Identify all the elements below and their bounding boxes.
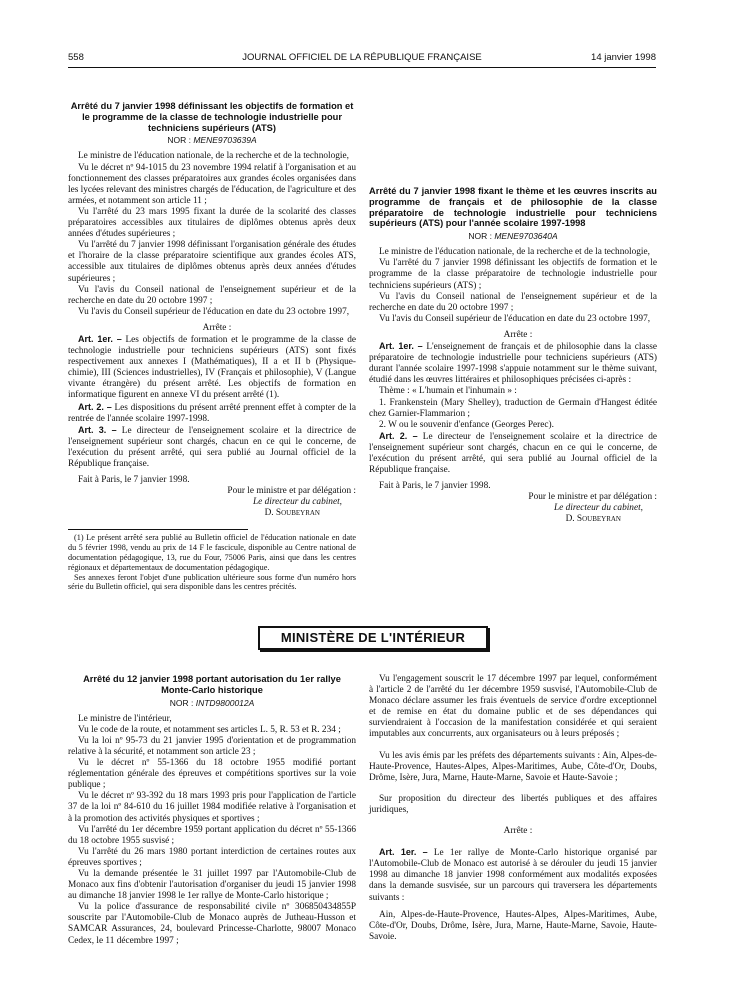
decree1-article-2: Art. 2. – Les dispositions du présent arrêté prennent effet à compter de la rentrée de l'année scolaire 1997-1998. [68,401,356,424]
decree3-continued-block [369,674,657,943]
decree1-signature-name: D. Soubeyran [264,508,320,519]
decree1-para: Vu l'avis du Conseil supérieur de l'éducation en date du 23 octobre 1997, [78,306,350,317]
decree1-block [68,101,356,592]
decree1-nor-id: MENE9703639A [193,135,257,146]
decree3-para: Vu la police d'assurance de responsabilité civile nº 306850434855P souscrite par l'Automobile-Club de Monaco auprès de Jutheau-Husson et SAMCAR Assurances, 24, boulevard Princesse-Charlotte, 98007 Monaco Cedex, le 11 décembre 1997 ; [68,902,356,946]
decree3-para: Vu le décret nº 93-392 du 18 mars 1993 pris pour l'application de l'article 37 de la loi nº 84-610 du 16 juillet 1984 modifiée relative à l'organisation et à la promotion des activités physiques et sportives ; [68,791,356,824]
decree2-signature-role: Le directeur du cabinet, [554,503,643,514]
decree3-para: Vu l'arrêté du 1er décembre 1959 portant application du décret nº 55-1366 du 18 octobre 1955 susvisé ; [68,824,356,846]
decree2-work-2: 2. W ou le souvenir d'enfance (Georges Perec). [379,419,554,430]
decree1-para: Vu l'avis du Conseil national de l'enseignement supérieur et de la recherche en date du 20 octobre 1997 ; [68,284,356,306]
decree3-para: Le ministre de l'intérieur, [78,713,172,724]
decree1-nor: NOR : MENE9703639A [167,135,257,146]
decree1-arrete: Arrête : [202,322,232,333]
decree2-article-2: Art. 2. – Le directeur de l'enseignement scolaire et la directrice de l'enseignement supérieur sont chargés, chacun en ce qui le concerne, de l'exécution du présent arrêté, qui sera publié au Journal officiel de la République française. [369,430,658,476]
decree2-block [369,186,657,526]
decree3-departments: Ain, Alpes-de-Haute-Provence, Hautes-Alpes, Alpes-Maritimes, Aube, Côte-d'Or, Doubs, Drôme, Isère, Jura, Marne, Haute-Marne, Savoie, Haute-Savoie. [369,909,657,942]
page-number: 558 [68,52,84,63]
decree3-para: Vu les avis émis par les préfets des départements suivants : Ain, Alpes-de-Haute-Provence, Hautes-Alpes, Alpes-Maritimes, Aube, Côte-d'Or, Doubs, Drôme, Isère, Jura, Marne, Haute-Marne, Savoie et Haute-Savoie ; [369,750,657,783]
decree2-work-1: 1. Frankenstein (Mary Shelley), traduction de Germain d'Hangest éditée chez Garnier-Flammarion ; [369,397,657,419]
decree1-title: Arrêté du 7 janvier 1998 définissant les objectifs de formation et le programme de la classe de technologie industrielle pour techniciens supérieurs (ATS) [70,101,354,133]
issue-date: 14 janvier 1998 [591,52,656,63]
decree1-signature-role: Le directeur du cabinet, [253,497,342,508]
decree3-arrete: Arrête : [503,826,533,837]
decree1-fait: Fait à Paris, le 7 janvier 1998. [78,475,190,486]
decree1-footnote: (1) Le présent arrêté sera publié au Bulletin officiel de l'éducation nationale en date du 5 février 1998, vendu au prix de 14 F le fascicule, disponible au Centre national de documentation pédagogique, 13, rue du Four, 75006 Paris, ainsi que dans les centres régionaux et départementaux de documentation pédagogique. [68,533,356,572]
decree2-signature-name: D. Soubeyran [565,514,621,525]
decree2-para: Vu l'avis du Conseil national de l'enseignement supérieur et de la recherche en date du 20 octobre 1997 ; [369,291,657,313]
header-rule [68,67,656,68]
decree3-para: Vu le code de la route, et notamment ses articles L. 5, R. 53 et R. 234 ; [78,724,341,735]
decree3-nor: NOR : INTD9800012A [169,697,255,708]
journal-title: JOURNAL OFFICIEL DE LA RÉPUBLIQUE FRANÇAISE [242,52,482,63]
decree1-article-3: Art. 3. – Le directeur de l'enseignement scolaire et la directrice de l'enseignement supérieur sont chargés, chacun en ce qui le concerne, de l'exécution du présent arrêté, qui sera publié au Journal officiel de la République française. [68,424,357,470]
decree3-block [68,674,356,947]
footnote-rule [68,529,248,530]
page-header [68,52,656,66]
decree3-para: Vu l'arrêté du 26 mars 1980 portant interdiction de certaines routes aux épreuves sportives ; [68,846,356,868]
decree2-nor: NOR : MENE9703640A [468,231,558,242]
decree3-nor-id: INTD9800012A [195,697,255,708]
decree3-para: Vu le décret nº 55-1366 du 18 octobre 1955 modifié portant réglementation générale des épreuves et compétitions sportives sur la voie publique ; [68,758,356,791]
decree1-signature-line: Pour le ministre et par délégation : [227,486,356,497]
decree1-article-1: Art. 1er. – Les objectifs de formation et le programme de la classe de technologie industrielle pour techniciens supérieurs (ATS) sont fixés respectivement aux annexes I (Mathématiques), II a et II b (Physique-chimie), III (Sciences industrielles), IV (Français et philosophie), V (Langue vivante étrangère) du présent arrêté. Les objectifs de formation en informatique figurent en annexe VI du présent arrêté (1). [68,333,357,401]
decree1-para: Vu le décret nº 94-1015 du 23 novembre 1994 relatif à l'organisation et au fonctionnement des classes préparatoires aux grandes écoles organisées dans les lycées relevant des ministres chargés de l'éducation, de l'agriculture et des armées, et notamment son article 11 ; [68,162,356,206]
decree2-theme: Thème : « L'humain et l'inhumain » : [379,386,517,397]
decree3-para: Vu l'engagement souscrit le 17 décembre 1997 par lequel, conformément à l'article 2 de l'arrêté du 1er décembre 1959 susvisé, l'Automobile-Club de Monaco déclare assumer les frais éventuels de service d'ordre exceptionnel et de remise en état du domaine public et de ses dépendances qui surviendraient à l'occasion de la manifestation considérée et qui seraient imputables aux concurrents, aux organisateurs ou à leurs préposés ; [369,674,657,740]
decree2-title: Arrêté du 7 janvier 1998 fixant le thème et les œuvres inscrits au programme de français et de philosophie de la classe préparatoire de technologie industrielle pour techniciens supérieurs (ATS) pour l'année scolaire 1997-1998 [369,186,657,229]
decree3-para: Vu la demande présentée le 31 juillet 1997 par l'Automobile-Club de Monaco aux fins d'obtenir l'autorisation d'organiser du jeudi 15 janvier 1998 au dimanche 18 janvier 1998 le 1er rallye de Monte-Carlo historique ; [68,869,356,902]
decree2-para: Le ministre de l'éducation nationale, de la recherche et de la technologie, [379,247,650,258]
decree3-title: Arrêté du 12 janvier 1998 portant autorisation du 1er rallye Monte-Carlo historique [83,674,341,695]
decree2-article-1: Art. 1er. – L'enseignement de français et de philosophie dans la classe préparatoire de technologie industrielle pour techniciens supérieurs (ATS) durant l'année scolaire 1997-1998 s'appuie notamment sur le thème suivant, étudié dans les œuvres littéraires et philosophiques précisées ci-après : [369,341,657,386]
decree1-para: Vu l'arrêté du 23 mars 1995 fixant la durée de la scolarité des classes préparatoires accessibles aux titulaires de diplômes obtenus après deux années d'études supérieures ; [68,206,356,240]
decree2-nor-id: MENE9703640A [494,231,558,242]
decree3-article-1: Art. 1er. – Le 1er rallye de Monte-Carlo historique organisé par l'Automobile-Club de Monaco est autorisé à se dérouler du jeudi 15 janvier 1998 au dimanche 18 janvier 1998 conformément aux modalités exposées dans la demande susvisée, sur un parcours qui traversera les départements suivants : [369,847,658,903]
decree3-para: Sur proposition du directeur des libertés publiques et des affaires juridiques, [369,793,657,815]
decree2-arrete: Arrête : [503,329,533,340]
decree1-para: Le ministre de l'éducation nationale, de la recherche et de la technologie, [78,151,349,162]
decree2-para: Vu l'avis du Conseil supérieur de l'éducation en date du 23 octobre 1997, [379,313,651,324]
decree3-para: Vu la loi nº 95-73 du 21 janvier 1995 d'orientation et de programmation relative à la sécurité, et notamment son article 23 ; [68,735,356,757]
decree2-para: Vu l'arrêté du 7 janvier 1998 définissant les objectifs de formation et le programme de la classe préparatoire de technologie industrielle pour techniciens supérieurs (ATS) ; [369,258,657,291]
decree2-fait: Fait à Paris, le 7 janvier 1998. [379,481,491,492]
decree1-footnote-annexes: Ses annexes feront l'objet d'une publication ultérieure sous forme d'un numéro hors série du Bulletin officiel, qui sera disponible dans les centres précités. [68,572,356,592]
ministry-heading: MINISTÈRE DE L'INTÉRIEUR [258,626,488,650]
decree1-para: Vu l'arrêté du 7 janvier 1998 définissant l'organisation générale des études et l'horaire de la classe préparatoire scientifique aux grandes écoles ATS, accessible aux titulaires de diplômes obtenus après deux années d'études supérieures ; [68,240,356,284]
decree2-signature-line: Pour le ministre et par délégation : [528,492,657,503]
